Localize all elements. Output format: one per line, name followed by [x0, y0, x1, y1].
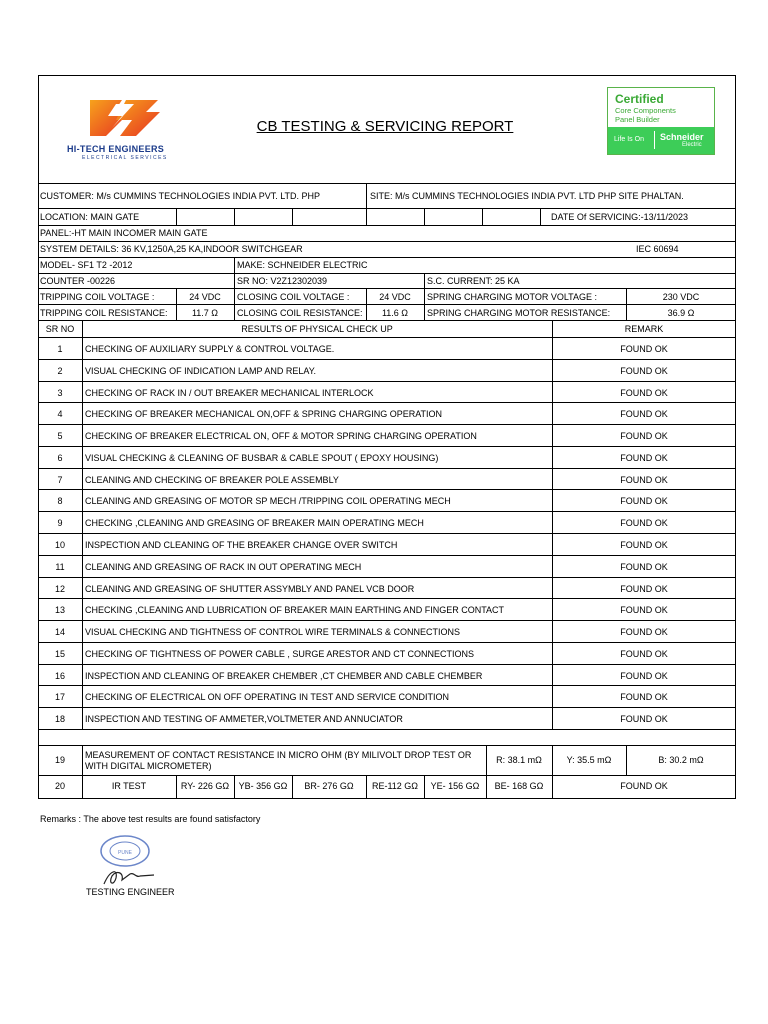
company-name: HI-TECH ENGINEERS — [67, 144, 165, 154]
v-line — [292, 208, 293, 225]
stamp-icon — [99, 834, 151, 868]
cert-line2: Panel Builder — [615, 115, 660, 124]
row-description: CHECKING OF TIGHTNESS OF POWER CABLE , SURGE ARESTOR AND CT CONNECTIONS — [85, 649, 475, 659]
row-description: CHECKING OF RACK IN / OUT BREAKER MECHANICAL INTERLOCK — [85, 388, 374, 398]
h-line — [38, 620, 736, 621]
company-stamp — [99, 834, 151, 868]
row19-desc-line2: WITH DIGITAL MICROMETER) — [85, 761, 212, 771]
ir-be: BE- 168 GΩ — [494, 781, 544, 791]
row-description: CHECKING ,CLEANING AND GREASING OF BREAKER MAIN OPERATING MECH — [85, 518, 424, 528]
row-number: 3 — [57, 388, 63, 398]
row-remark: FOUND OK — [620, 627, 668, 637]
h-line — [38, 183, 736, 184]
cert-line1: Core Components — [615, 106, 676, 115]
h-line — [38, 241, 736, 242]
v-line — [82, 320, 83, 337]
row-number: 8 — [57, 496, 63, 506]
h-line — [38, 359, 736, 360]
row-number: 16 — [54, 671, 65, 681]
row-remark: FOUND OK — [620, 453, 668, 463]
h-line — [38, 577, 736, 578]
row19-desc-line1: MEASUREMENT OF CONTACT RESISTANCE IN MICRO OHM (BY MILIVOLT DROP TEST OR — [85, 750, 472, 760]
h-line — [38, 288, 736, 289]
row-description: VISUAL CHECKING & CLEANING OF BUSBAR & CABLE SPOUT ( EPOXY HOUSING) — [85, 453, 439, 463]
row-number: 15 — [54, 649, 65, 659]
h-line — [38, 225, 736, 226]
counter: COUNTER -00226 — [40, 276, 116, 286]
h-line — [38, 642, 736, 643]
row-description: CHECKING OF BREAKER MECHANICAL ON,OFF & SPRING CHARGING OPERATION — [85, 409, 443, 419]
spring-motor-voltage-label: SPRING CHARGING MOTOR VOLTAGE : — [427, 292, 598, 302]
spring-motor-voltage: 230 VDC — [662, 292, 700, 302]
v-line — [366, 183, 367, 208]
h-line — [38, 533, 736, 534]
v-line — [176, 208, 177, 225]
row-description: CLEANING AND GREASING OF MOTOR SP MECH /TRIPPING COIL OPERATING MECH — [85, 496, 451, 506]
closing-coil-voltage-label: CLOSING COIL VOLTAGE : — [237, 292, 350, 302]
row-remark: FOUND OK — [620, 518, 668, 528]
ir-ry: RY- 226 GΩ — [180, 781, 230, 791]
spring-motor-resistance-label: SPRING CHARGING MOTOR RESISTANCE: — [427, 308, 611, 318]
make: MAKE: SCHNEIDER ELECTRIC — [237, 260, 368, 270]
spring-motor-resistance: 36.9 Ω — [667, 308, 695, 318]
location: LOCATION: MAIN GATE — [40, 212, 140, 222]
row-description: INSPECTION AND TESTING OF AMMETER,VOLTMETER AND ANNUCIATOR — [85, 714, 403, 724]
v-line — [552, 320, 553, 337]
tripping-coil-voltage-label: TRIPPING COIL VOLTAGE : — [40, 292, 155, 302]
row-remark: FOUND OK — [620, 388, 668, 398]
h-line — [38, 468, 736, 469]
panel: PANEL:-HT MAIN INCOMER MAIN GATE — [40, 228, 208, 238]
row-remark: FOUND OK — [620, 344, 668, 354]
row-number: 17 — [54, 692, 65, 702]
signature — [100, 866, 160, 888]
signature-icon — [100, 866, 160, 888]
closing-coil-resistance-label: CLOSING COIL RESISTANCE: — [237, 308, 363, 318]
row-number: 10 — [54, 540, 65, 550]
row-description: INSPECTION AND CLEANING OF THE BREAKER CHANGE OVER SWITCH — [85, 540, 398, 550]
row-number: 7 — [57, 475, 63, 485]
v-line — [234, 208, 235, 225]
v-line — [234, 257, 235, 320]
row-number: 4 — [57, 409, 63, 419]
h-line — [38, 729, 736, 730]
h-line — [38, 320, 736, 321]
contact-resistance-r: R: 38.1 mΩ — [496, 755, 542, 765]
row-remark: FOUND OK — [620, 584, 668, 594]
row-number: 14 — [54, 627, 65, 637]
row20-remark: FOUND OK — [620, 781, 668, 791]
row-number: 1 — [57, 344, 63, 354]
v-line — [540, 208, 541, 225]
ir-re: RE-112 GΩ — [371, 781, 419, 791]
company-subtitle: ELECTRICAL SERVICES — [82, 155, 168, 161]
ir-ye: YE- 156 GΩ — [430, 781, 480, 791]
serial-number: SR NO: V2Z12302039 — [237, 276, 328, 286]
model: MODEL- SF1 T2 -2012 — [40, 260, 133, 270]
row-remark: FOUND OK — [620, 692, 668, 702]
v-line — [366, 208, 367, 225]
v-line — [424, 208, 425, 225]
row-number: 18 — [54, 714, 65, 724]
ir-br: BR- 276 GΩ — [304, 781, 354, 791]
testing-engineer-label: TESTING ENGINEER — [86, 887, 175, 897]
col-header-results: RESULTS OF PHYSICAL CHECK UP — [241, 324, 393, 334]
row-remark: FOUND OK — [620, 409, 668, 419]
h-line — [38, 775, 736, 776]
cert-title: Certified — [615, 92, 664, 106]
system-details: SYSTEM DETAILS: 36 KV,1250A,25 KA,INDOOR SWITCHGEAR — [40, 244, 303, 254]
row-number: 6 — [57, 453, 63, 463]
h-line — [38, 555, 736, 556]
v-line — [82, 337, 83, 729]
contact-resistance-y: Y: 35.5 mΩ — [566, 755, 612, 765]
row-remark: FOUND OK — [620, 366, 668, 376]
row-number: 12 — [54, 584, 65, 594]
tripping-coil-voltage: 24 VDC — [189, 292, 221, 302]
row-remark: FOUND OK — [620, 605, 668, 615]
cert-brand: Schneider — [660, 132, 704, 142]
h-line — [38, 446, 736, 447]
row-number: 2 — [57, 366, 63, 376]
row-remark: FOUND OK — [620, 496, 668, 506]
col-header-remark: REMARK — [624, 324, 664, 334]
row-description: CHECKING OF BREAKER ELECTRICAL ON, OFF & MOTOR SPRING CHARGING OPERATION — [85, 431, 477, 441]
cert-tagline: Life Is On — [614, 136, 644, 143]
row-description: INSPECTION AND CLEANING OF BREAKER CHEMBER ,CT CHEMBER AND CABLE CHEMBER — [85, 671, 483, 681]
h-line — [38, 304, 736, 305]
row-remark: FOUND OK — [620, 562, 668, 572]
h-line — [38, 273, 736, 274]
row-description: VISUAL CHECKING AND TIGHTNESS OF CONTROL WIRE TERMINALS & CONNECTIONS — [85, 627, 461, 637]
row-remark: FOUND OK — [620, 431, 668, 441]
row-number: 9 — [57, 518, 63, 528]
ir-test-label: IR TEST — [111, 781, 147, 791]
iec-standard: IEC 60694 — [636, 244, 679, 254]
row-remark: FOUND OK — [620, 649, 668, 659]
contact-resistance-b: B: 30.2 mΩ — [658, 755, 704, 765]
row-description: CHECKING ,CLEANING AND LUBRICATION OF BREAKER MAIN EARTHING AND FINGER CONTACT — [85, 605, 505, 615]
row-remark: FOUND OK — [620, 475, 668, 485]
row-remark: FOUND OK — [620, 714, 668, 724]
row-number: 11 — [55, 562, 65, 572]
tripping-coil-resistance-label: TRIPPING COIL RESISTANCE: — [40, 308, 168, 318]
v-line — [552, 337, 553, 729]
h-line — [38, 402, 736, 403]
v-line — [482, 208, 483, 225]
closing-coil-voltage: 24 VDC — [379, 292, 411, 302]
h-line — [38, 489, 736, 490]
cert-brand-sub: Electric — [682, 142, 702, 148]
h-line — [38, 664, 736, 665]
h-line — [38, 381, 736, 382]
h-line — [38, 337, 736, 338]
col-header-srno: SR NO — [45, 324, 75, 334]
row-description: CHECKING OF AUXILIARY SUPPLY & CONTROL VOLTAGE. — [85, 344, 335, 354]
report-title: CB TESTING & SERVICING REPORT — [256, 118, 514, 135]
row-number: 5 — [57, 431, 63, 441]
row-number: 13 — [54, 605, 65, 615]
h-line — [38, 511, 736, 512]
row-description: CLEANING AND CHECKING OF BREAKER POLE ASSEMBLY — [85, 475, 339, 485]
h-line — [38, 598, 736, 599]
h-line — [38, 685, 736, 686]
row-description: CLEANING AND GREASING OF RACK IN OUT OPERATING MECH — [85, 562, 362, 572]
h-line — [38, 208, 736, 209]
row19-no: 19 — [54, 755, 65, 765]
v-line — [424, 273, 425, 320]
customer: CUSTOMER: M/s CUMMINS TECHNOLOGIES INDIA PVT. LTD. PHP — [40, 191, 321, 201]
h-line — [38, 424, 736, 425]
row-description: CHECKING OF ELECTRICAL ON OFF OPERATING IN TEST AND SERVICE CONDITION — [85, 692, 450, 702]
row-description: VISUAL CHECKING OF INDICATION LAMP AND RELAY. — [85, 366, 317, 376]
tripping-coil-resistance: 11.7 Ω — [191, 308, 219, 318]
remarks-text: Remarks : The above test results are found satisfactory — [40, 814, 261, 824]
row-description: CLEANING AND GREASING OF SHUTTER ASSYMBLY AND PANEL VCB DOOR — [85, 584, 415, 594]
h-line — [38, 257, 736, 258]
ir-yb: YB- 356 GΩ — [238, 781, 288, 791]
closing-coil-resistance: 11.6 Ω — [381, 308, 409, 318]
h-line — [38, 745, 736, 746]
row-remark: FOUND OK — [620, 540, 668, 550]
row20-no: 20 — [54, 781, 65, 791]
row-remark: FOUND OK — [620, 671, 668, 681]
service-date: DATE Of SERVICING:-13/11/2023 — [551, 212, 689, 222]
stamp-text: PUNE — [118, 850, 132, 856]
sc-current: S.C. CURRENT: 25 KA — [427, 276, 520, 286]
h-line — [38, 707, 736, 708]
site: SITE: M/s CUMMINS TECHNOLOGIES INDIA PVT. LTD PHP SITE PHALTAN. — [370, 191, 684, 201]
